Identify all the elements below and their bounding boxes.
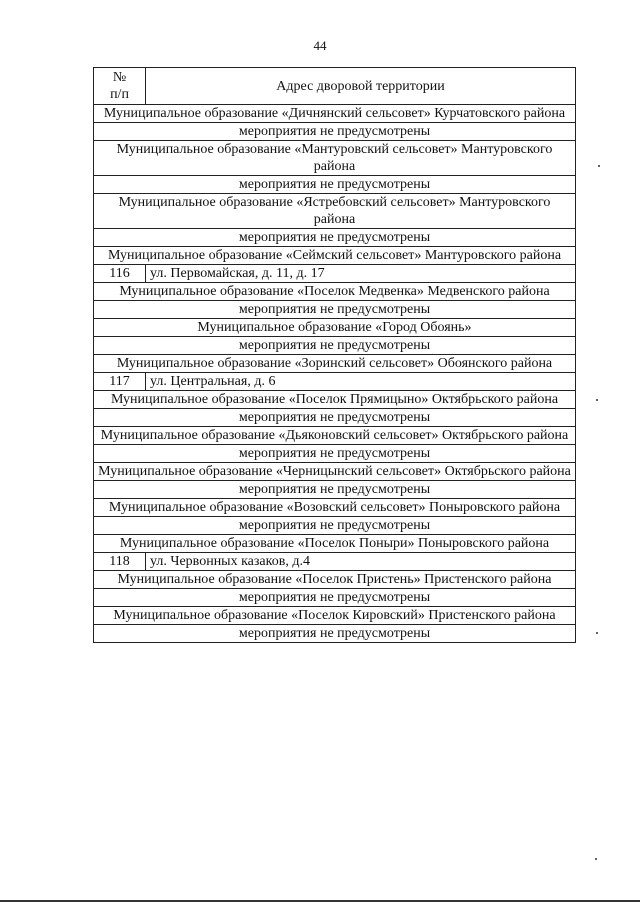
- municipality-heading: Муниципальное образование «Мантуровский сельсовет» Мантуровского района: [94, 141, 576, 176]
- no-measures-text: мероприятия не предусмотрены: [94, 409, 576, 427]
- no-measures-text: мероприятия не предусмотрены: [94, 481, 576, 499]
- no-measures-row: [94, 517, 576, 535]
- municipality-row: [94, 141, 576, 176]
- row-number: 116: [94, 265, 146, 283]
- municipality-heading: Муниципальное образование «Поселок Кировский» Пристенского района: [94, 607, 576, 625]
- municipality-row: [94, 463, 576, 481]
- municipality-row: [94, 194, 576, 229]
- municipality-heading: Муниципальное образование «Поселок Медвенка» Медвенского района: [94, 283, 576, 301]
- municipality-heading: Муниципальное образование «Поселок Пристень» Пристенского района: [94, 571, 576, 589]
- no-measures-text: мероприятия не предусмотрены: [94, 229, 576, 247]
- municipality-row: [94, 283, 576, 301]
- municipality-row: [94, 319, 576, 337]
- municipality-heading: Муниципальное образование «Черницынский сельсовет» Октябрьского района: [94, 463, 576, 481]
- no-measures-text: мероприятия не предусмотрены: [94, 176, 576, 194]
- municipality-heading: Муниципальное образование «Зоринский сельсовет» Обоянского района: [94, 355, 576, 373]
- no-measures-row: [94, 589, 576, 607]
- address-text: ул. Первомайская, д. 11, д. 17: [146, 265, 576, 283]
- column-header-number: № п/п: [94, 68, 146, 105]
- municipality-heading: Муниципальное образование «Дьяконовский сельсовет» Октябрьского района: [94, 427, 576, 445]
- scan-edge-line: [0, 900, 640, 902]
- municipality-heading: Муниципальное образование «Поселок Прямицыно» Октябрьского района: [94, 391, 576, 409]
- no-measures-text: мероприятия не предусмотрены: [94, 517, 576, 535]
- no-measures-row: [94, 301, 576, 319]
- scan-speck: [596, 632, 598, 634]
- address-table: [93, 67, 576, 643]
- address-row: [94, 265, 576, 283]
- address-row: [94, 373, 576, 391]
- municipality-row: [94, 391, 576, 409]
- no-measures-text: мероприятия не предусмотрены: [94, 123, 576, 141]
- no-measures-row: [94, 229, 576, 247]
- row-number: 118: [94, 553, 146, 571]
- no-measures-row: [94, 481, 576, 499]
- municipality-row: [94, 355, 576, 373]
- municipality-heading: Муниципальное образование «Город Обоянь»: [94, 319, 576, 337]
- municipality-heading: Муниципальное образование «Ястребовский сельсовет» Мантуровского района: [94, 194, 576, 229]
- no-measures-text: мероприятия не предусмотрены: [94, 301, 576, 319]
- municipality-row: [94, 535, 576, 553]
- municipality-row: [94, 571, 576, 589]
- no-measures-row: [94, 123, 576, 141]
- no-measures-row: [94, 445, 576, 463]
- no-measures-row: [94, 337, 576, 355]
- no-measures-text: мероприятия не предусмотрены: [94, 337, 576, 355]
- municipality-row: [94, 105, 576, 123]
- no-measures-row: [94, 409, 576, 427]
- no-measures-row: [94, 176, 576, 194]
- address-text: ул. Червонных казаков, д.4: [146, 553, 576, 571]
- municipality-row: [94, 607, 576, 625]
- page-number: 44: [313, 38, 327, 53]
- column-header-address: Адрес дворовой территории: [146, 68, 576, 105]
- address-row: [94, 553, 576, 571]
- municipality-heading: Муниципальное образование «Сеймский сельсовет» Мантуровского района: [94, 247, 576, 265]
- municipality-row: [94, 247, 576, 265]
- scan-speck: [595, 858, 597, 860]
- scan-speck: [598, 165, 600, 167]
- no-measures-text: мероприятия не предусмотрены: [94, 445, 576, 463]
- municipality-heading: Муниципальное образование «Возовский сельсовет» Поныровского района: [94, 499, 576, 517]
- table-header-row: [94, 68, 576, 105]
- municipality-row: [94, 427, 576, 445]
- municipality-heading: Муниципальное образование «Поселок Поныри» Поныровского района: [94, 535, 576, 553]
- no-measures-text: мероприятия не предусмотрены: [94, 589, 576, 607]
- municipality-row: [94, 499, 576, 517]
- no-measures-row: [94, 625, 576, 643]
- address-text: ул. Центральная, д. 6: [146, 373, 576, 391]
- no-measures-text: мероприятия не предусмотрены: [94, 625, 576, 643]
- scan-speck: [596, 399, 598, 401]
- municipality-heading: Муниципальное образование «Дичнянский сельсовет» Курчатовского района: [94, 105, 576, 123]
- row-number: 117: [94, 373, 146, 391]
